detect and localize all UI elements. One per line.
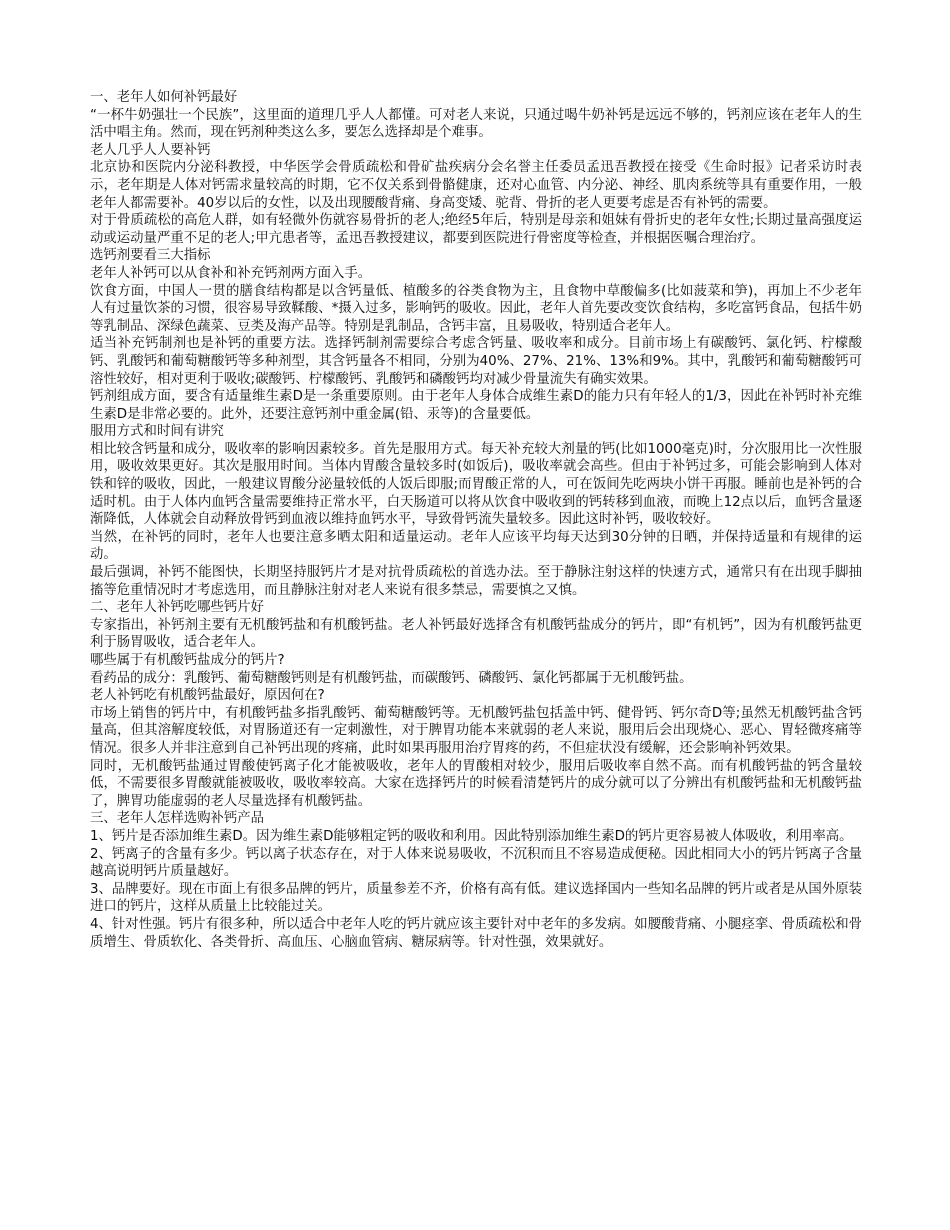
list-item: 4、针对性强。钙片有很多种，所以适合中老年人吃的钙片就应该主要针对中老年的多发病。如腰酸背痛、小腿痉挛、骨质疏松和骨质增生、骨质软化、各类骨折、高血压、心脑血管病、糖尿病等。针对性强，效果就好。 (90, 916, 862, 950)
question-heading: 老人补钙吃有机酸钙盐最好，原因何在? (90, 688, 325, 704)
paragraph: 饮食方面，中国人一贯的膳食结构都是以含钙量低、植酸多的谷类食物为主，且食物中草酸偏多(比如菠菜和笋)，再加上不少老年人有过量饮茶的习惯，很容易导致鞣酸、*摄入过多，影响钙的吸收。因此，老年人首先要改变饮食结构，多吃富钙食品，包括牛奶等乳制品、深绿色蔬菜、豆类及海产品等。特别是乳制品，含钙丰富，且易吸收，特别适合老年人。 (90, 283, 862, 334)
paragraph: 老年人补钙可以从食补和补充钙剂两方面入手。 (90, 265, 372, 281)
paragraph: 相比较含钙量和成分，吸收率的影响因素较多。首先是服用方式。每天补充较大剂量的钙(比如1000毫克)时，分次服用比一次性服用，吸收效果更好。其次是服用时间。当体内胃酸含量较多时(如饭后)，吸收率就会高些。但由于补钙过多，可能会影响到人体对铁和锌的吸收，因此，一般建议胃酸分泌量较低的人饭后即服;而胃酸正常的人，可在饭间先吃两块小饼干再服。睡前也是补钙的合适时机。由于人体内血钙含量需要维持正常水平，白天肠道可以将从饮食中吸收到的钙转移到血液，而晚上12点以后，血钙含量逐渐降低，人体就会自动释放骨钙到血液以维持血钙水平，导致骨钙流失量较多。因此这时补钙，吸收较好。 (90, 441, 862, 528)
paragraph: 同时，无机酸钙盐通过胃酸使钙离子化才能被吸收，老年人的胃酸相对较少，服用后吸收率自然不高。而有机酸钙盐的钙含量较低，不需要很多胃酸就能被吸收，吸收率较高。大家在选择钙片的时候看清楚钙片的成分就可以了分辨出有机酸钙盐和无机酸钙盐了，脾胃功能虚弱的老人尽量选择有机酸钙盐。 (90, 758, 862, 809)
paragraph: 最后强调，补钙不能图快，长期坚持服钙片才是对抗骨质疏松的首选办法。至于静脉注射这样的快速方式，通常只有在出现手脚抽搐等危重情况时才考虑选用，而且静脉注射对老人来说有很多禁忌，需要慎之又慎。 (90, 565, 862, 598)
question-heading: 哪些属于有机酸钙盐成分的钙片? (90, 653, 285, 668)
paragraph: 钙剂组成方面，要含有适量维生素D是一条重要原则。由于老年人身体合成维生素D的能力只有年轻人的1/3，因此在补钙时补充维生素D是非常必要的。此外，还要注意钙剂中重金属(铅、汞等)的含量要低。 (90, 389, 862, 422)
document-body (90, 89, 862, 951)
paragraph: 当然，在补钙的同时，老年人也要注意多晒太阳和适量运动。老年人应该平均每天达到30分钟的日晒，并保持适量和有规律的运动。 (90, 529, 862, 563)
paragraph: 专家指出，补钙剂主要有无机酸钙盐和有机酸钙盐。老人补钙最好选择含有机酸钙盐成分的钙片，即“有机钙”，因为有机酸钙盐更利于肠胃吸收，适合老年人。 (90, 617, 862, 651)
subheading: 选钙剂要看三大指标 (90, 248, 211, 264)
list-item: 3、品牌要好。现在市面上有很多品牌的钙片，质量参差不齐，价格有高有低。建议选择国内一些知名品牌的钙片或者是从国外原装进口的钙片，这样从质量上比较能过关。 (90, 881, 862, 915)
section-heading: 二、老年人补钙吃哪些钙片好 (90, 600, 265, 616)
paragraph: 对于骨质疏松的高危人群，如有轻微外伤就容易骨折的老人;绝经5年后，特别是母亲和姐妹有骨折史的老年女性;长期过量高强度运动或运动量严重不足的老人;甲亢患者等，孟迅吾教授建议，都要到医院进行骨密度等检查，并根据医嘱合理治疗。 (90, 213, 862, 246)
subheading: 老人几乎人人要补钙 (90, 142, 211, 158)
list-item: 2、钙离子的含量有多少。钙以离子状态存在，对于人体来说易吸收，不沉积而且不容易造成便秘。因此相同大小的钙片钙离子含量越高说明钙片质量越好。 (90, 846, 862, 880)
paragraph: 市场上销售的钙片中，有机酸钙盐多指乳酸钙、葡萄糖酸钙等。无机酸钙盐包括盖中钙、健骨钙、钙尔奇D等;虽然无机酸钙盐含钙量高，但其溶解度较低，对胃肠道还有一定刺激性，对于脾胃功能本来就弱的老人来说，服用后会出现烧心、恶心、胃轻微疼痛等情况。很多人并非注意到自己补钙出现的疼痛，此时如果再服用治疗胃疼的药，不但症状没有缓解，还会影响补钙效果。 (90, 705, 862, 756)
section-heading: 三、老年人怎样选购补钙产品 (90, 811, 265, 827)
paragraph: 北京协和医院内分泌科教授，中华医学会骨质疏松和骨矿盐疾病分会名誉主任委员孟迅吾教授在接受《生命时报》记者采访时表示，老年期是人体对钙需求量较高的时期，它不仅关系到骨骼健康，还对心血管、内分泌、神经、肌肉系统等具有重要作用，一般老年人都需要补。40岁以后的女性，以及出现腰酸背痛、身高变矮、驼背、骨折的老人更要考虑是否有补钙的需要。 (90, 160, 862, 211)
paragraph: 看药品的成分：乳酸钙、葡萄糖酸钙则是有机酸钙盐，而碳酸钙、磷酸钙、氯化钙都属于无机酸钙盐。 (90, 670, 693, 686)
paragraph: “一杯牛奶强壮一个民族”，这里面的道理几乎人人都懂。可对老人来说，只通过喝牛奶补钙是远远不够的，钙剂应该在老年人的生活中唱主角。然而，现在钙剂种类这么多，要怎么选择却是个难事。 (90, 107, 862, 141)
list-item: 1、钙片是否添加维生素D。因为维生素D能够粗定钙的吸收和利用。因此特别添加维生素D的钙片更容易被人体吸收，利用率高。 (90, 828, 853, 844)
paragraph: 适当补充钙制剂也是补钙的重要方法。选择钙制剂需要综合考虑含钙量、吸收率和成分。目前市场上有碳酸钙、氯化钙、柠檬酸钙、乳酸钙和葡萄糖酸钙等多种剂型，其含钙量各不相同，分别为40%、27%、21%、13%和9%。其中，乳酸钙和葡萄糖酸钙可溶性较好，相对更利于吸收;碳酸钙、柠檬酸钙、乳酸钙和磷酸钙均对减少骨量流失有确实效果。 (90, 336, 862, 387)
subheading: 服用方式和时间有讲究 (90, 424, 224, 440)
section-heading: 一、老年人如何补钙最好 (90, 90, 238, 105)
